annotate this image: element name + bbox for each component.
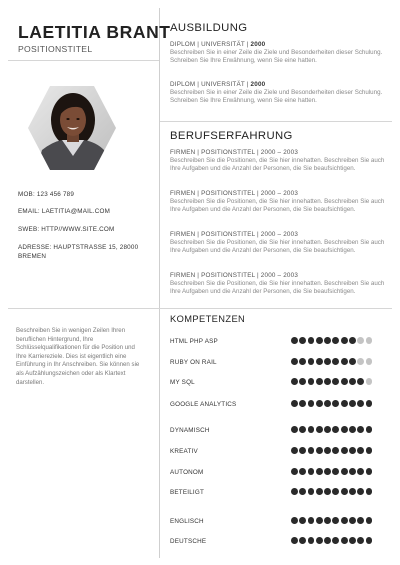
rating-dot-empty: [366, 378, 373, 385]
rating-dot-filled: [366, 488, 373, 495]
skill-rating: [291, 426, 374, 433]
rating-dot-filled: [316, 517, 323, 524]
contact-address: ADRESSE: HAUPTSTRASSE 15, 28000 BREMEN: [18, 244, 139, 260]
rating-dot-filled: [349, 378, 356, 385]
education-entry-desc: Beschreiben Sie in einer Zeile die Ziele und Besonderheiten dieser Schulung. Schreiben Sie Ihre Erwähnung, wenn Sie eine hatten.: [170, 89, 383, 104]
rating-dot-filled: [341, 426, 348, 433]
skill-rating: [291, 447, 374, 454]
rating-dot-filled: [299, 426, 306, 433]
rating-dot-filled: [308, 358, 315, 365]
skill-row: [170, 447, 380, 457]
rating-dot-filled: [316, 447, 323, 454]
rating-dot-filled: [349, 537, 356, 544]
rating-dot-filled: [291, 378, 298, 385]
rating-dot-filled: [291, 426, 298, 433]
skill-row: [170, 488, 380, 498]
column-divider: [159, 8, 160, 558]
experience-entry: [170, 231, 390, 255]
skill-rating: [291, 517, 374, 524]
rating-dot-filled: [349, 488, 356, 495]
rating-dot-filled: [291, 537, 298, 544]
rating-dot-filled: [324, 537, 331, 544]
rating-dot-filled: [291, 358, 298, 365]
rating-dot-filled: [332, 400, 339, 407]
skill-row: [170, 358, 380, 368]
rating-dot-filled: [308, 426, 315, 433]
rating-dot-filled: [316, 537, 323, 544]
skill-rating: [291, 337, 374, 344]
rating-dot-filled: [299, 488, 306, 495]
rating-dot-filled: [291, 400, 298, 407]
rating-dot-filled: [332, 468, 339, 475]
education-entry: [170, 81, 390, 105]
rating-dot-filled: [308, 337, 315, 344]
rating-dot-filled: [357, 378, 364, 385]
rating-dot-filled: [316, 488, 323, 495]
rating-dot-filled: [324, 447, 331, 454]
rating-dot-filled: [308, 488, 315, 495]
rating-dot-filled: [299, 517, 306, 524]
rating-dot-filled: [299, 358, 306, 365]
skill-label: KREATIV: [170, 448, 198, 455]
rating-dot-filled: [332, 358, 339, 365]
rating-dot-filled: [299, 537, 306, 544]
rating-dot-filled: [324, 337, 331, 344]
skill-label: BETEILIGT: [170, 489, 204, 496]
skill-rating: [291, 358, 374, 365]
rating-dot-filled: [341, 400, 348, 407]
education-heading: AUSBILDUNG: [170, 22, 248, 34]
rating-dot-filled: [366, 426, 373, 433]
experience-entry-head: FIRMEN | POSITIONSTITEL | 2000 – 2003: [170, 190, 299, 197]
skill-row: [170, 337, 380, 347]
rating-dot-filled: [332, 537, 339, 544]
rating-dot-filled: [291, 337, 298, 344]
skill-label: MY SQL: [170, 379, 195, 386]
rating-dot-filled: [324, 517, 331, 524]
rating-dot-filled: [324, 358, 331, 365]
experience-entry-desc: Beschreiben Sie die Positionen, die Sie hier innehatten. Beschreiben Sie auch Ihre Aufgaben und die Anzahl der Personen, die Sie beaufsichtigen.: [170, 280, 385, 295]
rating-dot-filled: [324, 426, 331, 433]
rating-dot-filled: [357, 537, 364, 544]
rating-dot-filled: [332, 426, 339, 433]
rating-dot-filled: [366, 447, 373, 454]
rating-dot-filled: [324, 488, 331, 495]
skill-rating: [291, 537, 374, 544]
rating-dot-filled: [332, 517, 339, 524]
rating-dot-filled: [357, 447, 364, 454]
contact-website[interactable]: SWEB: HTTP//WWW.SITE.COM: [18, 226, 115, 233]
rating-dot-empty: [366, 337, 373, 344]
rating-dot-filled: [332, 337, 339, 344]
rating-dot-filled: [349, 426, 356, 433]
skill-row: [170, 537, 380, 547]
rating-dot-filled: [299, 447, 306, 454]
skill-row: [170, 517, 380, 527]
skill-row: [170, 468, 380, 478]
profile-summary: Beschreiben Sie in wenigen Zeilen Ihren beruflichen Hintergrund, Ihre Schlüsselqualifikationen für die Position und Ihre Karriereziele. Dies ist eigentlich eine Einführung in Ihr Anschreiben. Sie können sie als Aufzählungszeichen oder als Klartext darstellen.: [16, 327, 140, 386]
rating-dot-filled: [291, 468, 298, 475]
education-entry-desc: Beschreiben Sie in einer Zeile die Ziele und Besonderheiten dieser Schulung. Schreiben Sie Ihre Erwähnung, wenn Sie eine hatten.: [170, 49, 383, 64]
skill-rating: [291, 378, 374, 385]
rating-dot-filled: [316, 358, 323, 365]
rating-dot-filled: [308, 400, 315, 407]
rating-dot-filled: [299, 400, 306, 407]
rating-dot-filled: [341, 537, 348, 544]
education-divider: [160, 121, 392, 122]
rating-dot-filled: [308, 447, 315, 454]
rating-dot-filled: [299, 337, 306, 344]
contact-email[interactable]: EMAIL: LAETITIA@MAIL.COM: [18, 208, 111, 215]
contact-phone: MOB: 123 456 789: [18, 191, 75, 198]
rating-dot-filled: [299, 378, 306, 385]
rating-dot-filled: [291, 517, 298, 524]
rating-dot-filled: [366, 468, 373, 475]
rating-dot-filled: [316, 337, 323, 344]
rating-dot-filled: [316, 426, 323, 433]
rating-dot-filled: [291, 447, 298, 454]
experience-entry: [170, 272, 390, 296]
skill-label: DYNAMISCH: [170, 427, 210, 434]
position-title: POSITIONSTITEL: [18, 44, 93, 54]
skill-rating: [291, 400, 374, 407]
skills-heading: KOMPETENZEN: [170, 314, 246, 324]
skill-label: GOOGLE ANALYTICS: [170, 401, 237, 408]
skill-label: HTML PHP ASP: [170, 338, 218, 345]
experience-entry-head: FIRMEN | POSITIONSTITEL | 2000 – 2003: [170, 149, 299, 156]
skill-label: DEUTSCHE: [170, 538, 207, 545]
experience-entry-desc: Beschreiben Sie die Positionen, die Sie hier innehatten. Beschreiben Sie auch Ihre Aufgaben und die Anzahl der Personen, die Sie beaufsichtigen.: [170, 198, 385, 213]
skill-rating: [291, 488, 374, 495]
rating-dot-filled: [366, 517, 373, 524]
rating-dot-filled: [324, 378, 331, 385]
education-entry-head: DIPLOM | UNIVERSITÄT | 2000: [170, 81, 266, 88]
profile-photo-hexagon: [28, 84, 116, 172]
candidate-name: LAETITIA BRANT: [18, 22, 171, 42]
rating-dot-filled: [341, 358, 348, 365]
rating-dot-empty: [366, 358, 373, 365]
rating-dot-empty: [357, 358, 364, 365]
skill-label: AUTONOM: [170, 469, 204, 476]
rating-dot-filled: [357, 400, 364, 407]
rating-dot-empty: [357, 337, 364, 344]
education-entry: [170, 41, 390, 65]
rating-dot-filled: [308, 468, 315, 475]
rating-dot-filled: [357, 426, 364, 433]
rating-dot-filled: [308, 537, 315, 544]
rating-dot-filled: [308, 517, 315, 524]
rating-dot-filled: [341, 378, 348, 385]
rating-dot-filled: [349, 447, 356, 454]
skill-row: [170, 378, 380, 388]
experience-entry: [170, 149, 390, 173]
rating-dot-filled: [341, 468, 348, 475]
rating-dot-filled: [357, 488, 364, 495]
rating-dot-filled: [366, 400, 373, 407]
skill-rating: [291, 468, 374, 475]
rating-dot-filled: [316, 378, 323, 385]
rating-dot-filled: [366, 537, 373, 544]
skill-label: RUBY ON RAIL: [170, 359, 217, 366]
rating-dot-filled: [291, 488, 298, 495]
rating-dot-filled: [316, 468, 323, 475]
skill-row: [170, 400, 380, 410]
skills-divider: [8, 308, 392, 309]
rating-dot-filled: [324, 400, 331, 407]
rating-dot-filled: [308, 378, 315, 385]
rating-dot-filled: [299, 468, 306, 475]
rating-dot-filled: [332, 378, 339, 385]
header-divider: [8, 60, 159, 61]
experience-heading: BERUFSERFAHRUNG: [170, 130, 293, 142]
rating-dot-filled: [349, 400, 356, 407]
rating-dot-filled: [332, 447, 339, 454]
experience-entry: [170, 190, 390, 214]
rating-dot-filled: [349, 468, 356, 475]
rating-dot-filled: [341, 517, 348, 524]
rating-dot-filled: [341, 488, 348, 495]
rating-dot-filled: [357, 468, 364, 475]
skill-label: ENGLISCH: [170, 518, 204, 525]
rating-dot-filled: [341, 337, 348, 344]
rating-dot-filled: [332, 488, 339, 495]
experience-entry-desc: Beschreiben Sie die Positionen, die Sie hier innehatten. Beschreiben Sie auch Ihre Aufgaben und die Anzahl der Personen, die Sie beaufsichtigen.: [170, 239, 385, 254]
experience-entry-head: FIRMEN | POSITIONSTITEL | 2000 – 2003: [170, 231, 299, 238]
education-entry-head: DIPLOM | UNIVERSITÄT | 2000: [170, 41, 266, 48]
rating-dot-filled: [349, 337, 356, 344]
rating-dot-filled: [357, 517, 364, 524]
experience-entry-desc: Beschreiben Sie die Positionen, die Sie hier innehatten. Beschreiben Sie auch Ihre Aufgaben und die Anzahl der Personen, die Sie beaufsichtigen.: [170, 157, 385, 172]
rating-dot-filled: [349, 517, 356, 524]
experience-entry-head: FIRMEN | POSITIONSTITEL | 2000 – 2003: [170, 272, 299, 279]
rating-dot-filled: [324, 468, 331, 475]
skill-row: [170, 426, 380, 436]
rating-dot-filled: [349, 358, 356, 365]
rating-dot-filled: [341, 447, 348, 454]
profile-photo: [28, 84, 116, 172]
rating-dot-filled: [316, 400, 323, 407]
